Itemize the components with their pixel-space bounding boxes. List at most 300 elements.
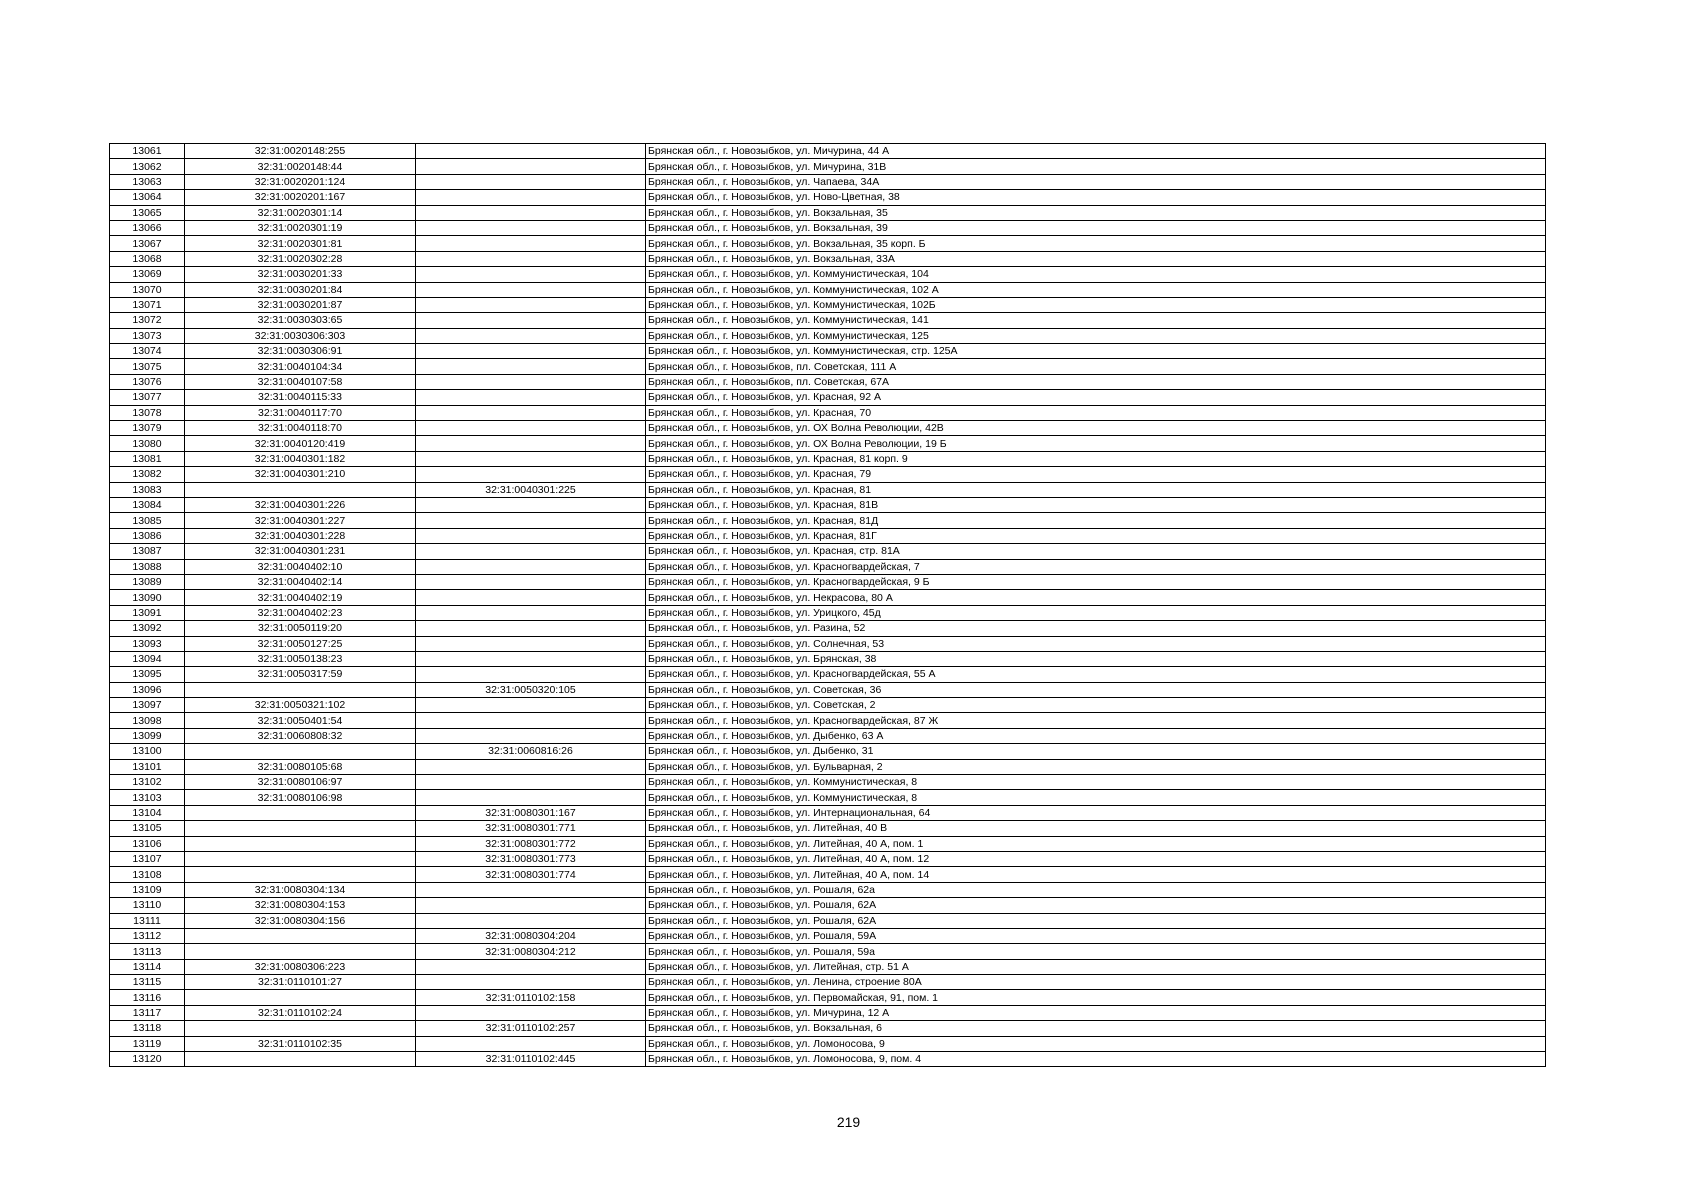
cadastral-number-cell: 32:31:0040301:210 xyxy=(185,467,416,482)
address-cell: Брянская обл., г. Новозыбков, ул. Красногвардейская, 87 Ж xyxy=(646,713,1546,728)
cadastral-number-cell: 32:31:0050401:54 xyxy=(185,713,416,728)
table-row xyxy=(110,590,1546,605)
row-number-cell: 13097 xyxy=(110,698,185,713)
cadastral-number-cell: 32:31:0080304:153 xyxy=(185,898,416,913)
address-cell: Брянская обл., г. Новозыбков, ул. Вокзальная, 35 корп. Б xyxy=(646,236,1546,251)
row-number-cell: 13103 xyxy=(110,790,185,805)
table-row xyxy=(110,220,1546,235)
cadastral-number-cell: 32:31:0030303:65 xyxy=(185,313,416,328)
row-number-cell: 13079 xyxy=(110,421,185,436)
table-row xyxy=(110,1005,1546,1020)
address-cell: Брянская обл., г. Новозыбков, ул. Дыбенко, 63 А xyxy=(646,728,1546,743)
row-number-cell: 13094 xyxy=(110,651,185,666)
row-number-cell: 13080 xyxy=(110,436,185,451)
row-number-cell: 13109 xyxy=(110,882,185,897)
address-cell: Брянская обл., г. Новозыбков, ул. Красная, 81Д xyxy=(646,513,1546,528)
address-cell: Брянская обл., г. Новозыбков, ул. Первомайская, 91, пом. 1 xyxy=(646,990,1546,1005)
table-row xyxy=(110,959,1546,974)
row-number-cell: 13067 xyxy=(110,236,185,251)
row-number-cell: 13106 xyxy=(110,836,185,851)
table-row xyxy=(110,698,1546,713)
address-cell: Брянская обл., г. Новозыбков, ул. Бульварная, 2 xyxy=(646,759,1546,774)
cadastral-number-alt-cell xyxy=(416,528,646,543)
row-number-cell: 13075 xyxy=(110,359,185,374)
cadastral-number-alt-cell xyxy=(416,251,646,266)
address-cell: Брянская обл., г. Новозыбков, ул. Мичурина, 12 А xyxy=(646,1005,1546,1020)
row-number-cell: 13100 xyxy=(110,744,185,759)
table-row xyxy=(110,390,1546,405)
table-row xyxy=(110,297,1546,312)
cadastral-number-cell xyxy=(185,944,416,959)
cadastral-number-cell xyxy=(185,990,416,1005)
cadastral-number-alt-cell xyxy=(416,513,646,528)
cadastral-number-cell xyxy=(185,867,416,882)
cadastral-number-cell: 32:31:0080304:156 xyxy=(185,913,416,928)
address-cell: Брянская обл., г. Новозыбков, ул. Коммунистическая, 104 xyxy=(646,267,1546,282)
cadastral-number-alt-cell: 32:31:0040301:225 xyxy=(416,482,646,497)
cadastral-number-cell: 32:31:0050317:59 xyxy=(185,667,416,682)
address-cell: Брянская обл., г. Новозыбков, ул. Коммунистическая, 102 А xyxy=(646,282,1546,297)
cadastral-number-cell: 32:31:0050127:25 xyxy=(185,636,416,651)
address-cell: Брянская обл., г. Новозыбков, ул. Рошаля, 62а xyxy=(646,882,1546,897)
row-number-cell: 13083 xyxy=(110,482,185,497)
table-row xyxy=(110,621,1546,636)
table-row xyxy=(110,328,1546,343)
table-row xyxy=(110,451,1546,466)
cadastral-number-cell: 32:31:0020301:19 xyxy=(185,220,416,235)
row-number-cell: 13099 xyxy=(110,728,185,743)
row-number-cell: 13120 xyxy=(110,1052,185,1067)
address-cell: Брянская обл., г. Новозыбков, ул. Литейная, 40 В xyxy=(646,821,1546,836)
address-cell: Брянская обл., г. Новозыбков, ул. ОХ Волна Революции, 19 Б xyxy=(646,436,1546,451)
address-cell: Брянская обл., г. Новозыбков, ул. Советская, 2 xyxy=(646,698,1546,713)
row-number-cell: 13061 xyxy=(110,144,185,159)
row-number-cell: 13068 xyxy=(110,251,185,266)
cadastral-number-cell: 32:31:0040301:231 xyxy=(185,544,416,559)
cadastral-number-alt-cell xyxy=(416,497,646,512)
table-row xyxy=(110,190,1546,205)
cadastral-number-alt-cell xyxy=(416,1005,646,1020)
address-cell: Брянская обл., г. Новозыбков, ул. Красная, 81 корп. 9 xyxy=(646,451,1546,466)
table-row xyxy=(110,482,1546,497)
cadastral-number-alt-cell xyxy=(416,205,646,220)
cadastral-number-cell: 32:31:0080106:98 xyxy=(185,790,416,805)
address-cell: Брянская обл., г. Новозыбков, ул. Красногвардейская, 9 Б xyxy=(646,574,1546,589)
cadastral-number-cell: 32:31:0110102:35 xyxy=(185,1036,416,1051)
cadastral-number-alt-cell xyxy=(416,913,646,928)
row-number-cell: 13116 xyxy=(110,990,185,1005)
cadastral-number-alt-cell xyxy=(416,898,646,913)
row-number-cell: 13091 xyxy=(110,605,185,620)
cadastral-number-alt-cell xyxy=(416,405,646,420)
cadastral-number-cell xyxy=(185,928,416,943)
cadastral-number-alt-cell xyxy=(416,574,646,589)
address-cell: Брянская обл., г. Новозыбков, ул. Красная, 92 А xyxy=(646,390,1546,405)
cadastral-number-alt-cell: 32:31:0110102:257 xyxy=(416,1021,646,1036)
cadastral-number-alt-cell xyxy=(416,975,646,990)
row-number-cell: 13078 xyxy=(110,405,185,420)
table-row xyxy=(110,605,1546,620)
address-cell: Брянская обл., г. Новозыбков, ул. Некрасова, 80 А xyxy=(646,590,1546,605)
table-row xyxy=(110,436,1546,451)
row-number-cell: 13069 xyxy=(110,267,185,282)
table-row xyxy=(110,713,1546,728)
address-cell: Брянская обл., г. Новозыбков, ул. Мичурина, 31В xyxy=(646,159,1546,174)
cadastral-number-cell xyxy=(185,836,416,851)
row-number-cell: 13086 xyxy=(110,528,185,543)
cadastral-number-cell: 32:31:0040402:23 xyxy=(185,605,416,620)
cadastral-number-cell: 32:31:0040301:226 xyxy=(185,497,416,512)
address-cell: Брянская обл., г. Новозыбков, ул. Советская, 36 xyxy=(646,682,1546,697)
row-number-cell: 13081 xyxy=(110,451,185,466)
address-cell: Брянская обл., г. Новозыбков, ул. Литейная, стр. 51 А xyxy=(646,959,1546,974)
table-row xyxy=(110,1052,1546,1067)
cadastral-number-alt-cell: 32:31:0060816:26 xyxy=(416,744,646,759)
table-row xyxy=(110,882,1546,897)
row-number-cell: 13096 xyxy=(110,682,185,697)
cadastral-number-alt-cell xyxy=(416,313,646,328)
row-number-cell: 13102 xyxy=(110,775,185,790)
address-cell: Брянская обл., г. Новозыбков, ул. Чапаева, 34А xyxy=(646,174,1546,189)
cadastral-number-alt-cell xyxy=(416,698,646,713)
cadastral-number-cell: 32:31:0050321:102 xyxy=(185,698,416,713)
cadastral-number-alt-cell xyxy=(416,421,646,436)
cadastral-number-alt-cell xyxy=(416,267,646,282)
row-number-cell: 13104 xyxy=(110,805,185,820)
table-row xyxy=(110,574,1546,589)
cadastral-number-cell: 32:31:0050119:20 xyxy=(185,621,416,636)
table-row xyxy=(110,636,1546,651)
table-row xyxy=(110,667,1546,682)
cadastral-number-alt-cell xyxy=(416,790,646,805)
cadastral-number-cell xyxy=(185,851,416,866)
address-cell: Брянская обл., г. Новозыбков, ул. Рошаля, 59а xyxy=(646,944,1546,959)
row-number-cell: 13092 xyxy=(110,621,185,636)
row-number-cell: 13095 xyxy=(110,667,185,682)
cadastral-number-alt-cell: 32:31:0110102:445 xyxy=(416,1052,646,1067)
address-cell: Брянская обл., г. Новозыбков, ул. ОХ Волна Революции, 42В xyxy=(646,421,1546,436)
cadastral-number-cell: 32:31:0040301:182 xyxy=(185,451,416,466)
row-number-cell: 13098 xyxy=(110,713,185,728)
table-row xyxy=(110,851,1546,866)
address-cell: Брянская обл., г. Новозыбков, ул. Красная, 81 xyxy=(646,482,1546,497)
cadastral-number-alt-cell xyxy=(416,297,646,312)
row-number-cell: 13074 xyxy=(110,344,185,359)
cadastral-number-alt-cell xyxy=(416,236,646,251)
row-number-cell: 13088 xyxy=(110,559,185,574)
row-number-cell: 13118 xyxy=(110,1021,185,1036)
row-number-cell: 13072 xyxy=(110,313,185,328)
table-row xyxy=(110,174,1546,189)
address-cell: Брянская обл., г. Новозыбков, ул. Рошаля, 62А xyxy=(646,913,1546,928)
row-number-cell: 13113 xyxy=(110,944,185,959)
address-cell: Брянская обл., г. Новозыбков, ул. Литейная, 40 А, пом. 12 xyxy=(646,851,1546,866)
page-number: 219 xyxy=(836,1114,861,1130)
address-cell: Брянская обл., г. Новозыбков, ул. Ленина, строение 80А xyxy=(646,975,1546,990)
table-row xyxy=(110,513,1546,528)
table-row xyxy=(110,344,1546,359)
cadastral-number-alt-cell: 32:31:0080304:212 xyxy=(416,944,646,959)
registry-table-body xyxy=(110,144,1546,1067)
cadastral-number-cell xyxy=(185,1021,416,1036)
row-number-cell: 13090 xyxy=(110,590,185,605)
cadastral-number-cell: 32:31:0020201:167 xyxy=(185,190,416,205)
cadastral-number-cell xyxy=(185,805,416,820)
table-row xyxy=(110,405,1546,420)
address-cell: Брянская обл., г. Новозыбков, ул. Литейная, 40 А, пом. 14 xyxy=(646,867,1546,882)
cadastral-number-alt-cell xyxy=(416,344,646,359)
registry-table xyxy=(109,143,1546,1067)
cadastral-number-cell: 32:31:0080105:68 xyxy=(185,759,416,774)
address-cell: Брянская обл., г. Новозыбков, ул. Красная, 70 xyxy=(646,405,1546,420)
row-number-cell: 13115 xyxy=(110,975,185,990)
address-cell: Брянская обл., г. Новозыбков, ул. Коммунистическая, стр. 125А xyxy=(646,344,1546,359)
cadastral-number-cell: 32:31:0040301:228 xyxy=(185,528,416,543)
table-row xyxy=(110,1021,1546,1036)
table-row xyxy=(110,975,1546,990)
address-cell: Брянская обл., г. Новозыбков, ул. Коммунистическая, 125 xyxy=(646,328,1546,343)
cadastral-number-alt-cell: 32:31:0080301:774 xyxy=(416,867,646,882)
row-number-cell: 13084 xyxy=(110,497,185,512)
table-row xyxy=(110,497,1546,512)
cadastral-number-alt-cell xyxy=(416,775,646,790)
address-cell: Брянская обл., г. Новозыбков, ул. Ново-Цветная, 38 xyxy=(646,190,1546,205)
cadastral-number-cell xyxy=(185,482,416,497)
cadastral-number-alt-cell: 32:31:0080301:773 xyxy=(416,851,646,866)
table-row xyxy=(110,236,1546,251)
cadastral-number-cell: 32:31:0020302:28 xyxy=(185,251,416,266)
cadastral-number-alt-cell xyxy=(416,959,646,974)
table-row xyxy=(110,790,1546,805)
row-number-cell: 13082 xyxy=(110,467,185,482)
cadastral-number-alt-cell xyxy=(416,144,646,159)
cadastral-number-cell: 32:31:0030306:303 xyxy=(185,328,416,343)
cadastral-number-cell: 32:31:0040402:14 xyxy=(185,574,416,589)
address-cell: Брянская обл., г. Новозыбков, ул. Ломоносова, 9, пом. 4 xyxy=(646,1052,1546,1067)
table-row xyxy=(110,867,1546,882)
address-cell: Брянская обл., г. Новозыбков, ул. Вокзальная, 39 xyxy=(646,220,1546,235)
cadastral-number-alt-cell xyxy=(416,1036,646,1051)
row-number-cell: 13105 xyxy=(110,821,185,836)
cadastral-number-alt-cell xyxy=(416,390,646,405)
cadastral-number-cell: 32:31:0020148:255 xyxy=(185,144,416,159)
cadastral-number-cell: 32:31:0080106:97 xyxy=(185,775,416,790)
address-cell: Брянская обл., г. Новозыбков, ул. Мичурина, 44 А xyxy=(646,144,1546,159)
cadastral-number-alt-cell xyxy=(416,374,646,389)
address-cell: Брянская обл., г. Новозыбков, ул. Красногвардейская, 7 xyxy=(646,559,1546,574)
cadastral-number-alt-cell xyxy=(416,559,646,574)
cadastral-number-alt-cell xyxy=(416,451,646,466)
cadastral-number-cell xyxy=(185,821,416,836)
cadastral-number-alt-cell xyxy=(416,436,646,451)
cadastral-number-alt-cell xyxy=(416,621,646,636)
cadastral-number-cell: 32:31:0060808:32 xyxy=(185,728,416,743)
cadastral-number-alt-cell xyxy=(416,667,646,682)
table-row xyxy=(110,898,1546,913)
table-row xyxy=(110,944,1546,959)
table-row xyxy=(110,313,1546,328)
address-cell: Брянская обл., г. Новозыбков, ул. Коммунистическая, 8 xyxy=(646,790,1546,805)
table-row xyxy=(110,251,1546,266)
address-cell: Брянская обл., г. Новозыбков, ул. Коммунистическая, 8 xyxy=(646,775,1546,790)
cadastral-number-alt-cell xyxy=(416,605,646,620)
cadastral-number-alt-cell xyxy=(416,359,646,374)
row-number-cell: 13087 xyxy=(110,544,185,559)
cadastral-number-cell: 32:31:0030201:33 xyxy=(185,267,416,282)
row-number-cell: 13111 xyxy=(110,913,185,928)
table-row xyxy=(110,267,1546,282)
address-cell: Брянская обл., г. Новозыбков, пл. Советская, 111 А xyxy=(646,359,1546,374)
cadastral-number-cell: 32:31:0040301:227 xyxy=(185,513,416,528)
table-row xyxy=(110,1036,1546,1051)
cadastral-number-alt-cell: 32:31:0080301:771 xyxy=(416,821,646,836)
cadastral-number-cell: 32:31:0040118:70 xyxy=(185,421,416,436)
address-cell: Брянская обл., г. Новозыбков, пл. Советская, 67А xyxy=(646,374,1546,389)
table-row xyxy=(110,528,1546,543)
cadastral-number-cell: 32:31:0040107:58 xyxy=(185,374,416,389)
row-number-cell: 13112 xyxy=(110,928,185,943)
address-cell: Брянская обл., г. Новозыбков, ул. Вокзальная, 33А xyxy=(646,251,1546,266)
table-row xyxy=(110,836,1546,851)
cadastral-number-alt-cell: 32:31:0080304:204 xyxy=(416,928,646,943)
address-cell: Брянская обл., г. Новозыбков, ул. Красногвардейская, 55 А xyxy=(646,667,1546,682)
cadastral-number-alt-cell: 32:31:0050320:105 xyxy=(416,682,646,697)
cadastral-number-cell: 32:31:0080306:223 xyxy=(185,959,416,974)
address-cell: Брянская обл., г. Новозыбков, ул. Урицкого, 45д xyxy=(646,605,1546,620)
address-cell: Брянская обл., г. Новозыбков, ул. Вокзальная, 35 xyxy=(646,205,1546,220)
cadastral-number-alt-cell: 32:31:0080301:772 xyxy=(416,836,646,851)
cadastral-number-cell: 32:31:0040402:19 xyxy=(185,590,416,605)
cadastral-number-cell xyxy=(185,744,416,759)
cadastral-number-alt-cell xyxy=(416,159,646,174)
row-number-cell: 13114 xyxy=(110,959,185,974)
cadastral-number-alt-cell xyxy=(416,651,646,666)
table-row xyxy=(110,744,1546,759)
row-number-cell: 13062 xyxy=(110,159,185,174)
cadastral-number-cell: 32:31:0030306:91 xyxy=(185,344,416,359)
cadastral-number-alt-cell xyxy=(416,174,646,189)
row-number-cell: 13064 xyxy=(110,190,185,205)
row-number-cell: 13063 xyxy=(110,174,185,189)
address-cell: Брянская обл., г. Новозыбков, ул. Брянская, 38 xyxy=(646,651,1546,666)
address-cell: Брянская обл., г. Новозыбков, ул. Ломоносова, 9 xyxy=(646,1036,1546,1051)
cadastral-number-alt-cell xyxy=(416,590,646,605)
cadastral-number-alt-cell xyxy=(416,882,646,897)
table-row xyxy=(110,759,1546,774)
cadastral-number-cell: 32:31:0040115:33 xyxy=(185,390,416,405)
row-number-cell: 13076 xyxy=(110,374,185,389)
cadastral-number-cell: 32:31:0020148:44 xyxy=(185,159,416,174)
address-cell: Брянская обл., г. Новозыбков, ул. Вокзальная, 6 xyxy=(646,1021,1546,1036)
address-cell: Брянская обл., г. Новозыбков, ул. Литейная, 40 А, пом. 1 xyxy=(646,836,1546,851)
table-row xyxy=(110,928,1546,943)
cadastral-number-alt-cell xyxy=(416,467,646,482)
cadastral-number-cell: 32:31:0040402:10 xyxy=(185,559,416,574)
table-row xyxy=(110,805,1546,820)
address-cell: Брянская обл., г. Новозыбков, ул. Интернациональная, 64 xyxy=(646,805,1546,820)
cadastral-number-cell: 32:31:0020301:81 xyxy=(185,236,416,251)
row-number-cell: 13071 xyxy=(110,297,185,312)
row-number-cell: 13066 xyxy=(110,220,185,235)
table-row xyxy=(110,374,1546,389)
cadastral-number-alt-cell xyxy=(416,220,646,235)
row-number-cell: 13119 xyxy=(110,1036,185,1051)
table-row xyxy=(110,467,1546,482)
address-cell: Брянская обл., г. Новозыбков, ул. Красная, 81В xyxy=(646,497,1546,512)
cadastral-number-alt-cell xyxy=(416,713,646,728)
row-number-cell: 13077 xyxy=(110,390,185,405)
cadastral-number-alt-cell xyxy=(416,282,646,297)
table-row xyxy=(110,821,1546,836)
table-row xyxy=(110,728,1546,743)
cadastral-number-cell: 32:31:0030201:84 xyxy=(185,282,416,297)
row-number-cell: 13108 xyxy=(110,867,185,882)
cadastral-number-alt-cell xyxy=(416,759,646,774)
cadastral-number-alt-cell xyxy=(416,544,646,559)
cadastral-number-cell: 32:31:0110102:24 xyxy=(185,1005,416,1020)
address-cell: Брянская обл., г. Новозыбков, ул. Красная, стр. 81А xyxy=(646,544,1546,559)
cadastral-number-cell: 32:31:0030201:87 xyxy=(185,297,416,312)
address-cell: Брянская обл., г. Новозыбков, ул. Коммунистическая, 141 xyxy=(646,313,1546,328)
cadastral-number-cell: 32:31:0040104:34 xyxy=(185,359,416,374)
row-number-cell: 13085 xyxy=(110,513,185,528)
cadastral-number-cell: 32:31:0040120:419 xyxy=(185,436,416,451)
row-number-cell: 13065 xyxy=(110,205,185,220)
table-row xyxy=(110,913,1546,928)
row-number-cell: 13101 xyxy=(110,759,185,774)
address-cell: Брянская обл., г. Новозыбков, ул. Разина, 52 xyxy=(646,621,1546,636)
table-row xyxy=(110,775,1546,790)
address-cell: Брянская обл., г. Новозыбков, ул. Рошаля, 62А xyxy=(646,898,1546,913)
table-row xyxy=(110,651,1546,666)
cadastral-number-alt-cell xyxy=(416,328,646,343)
row-number-cell: 13110 xyxy=(110,898,185,913)
cadastral-number-alt-cell xyxy=(416,636,646,651)
address-cell: Брянская обл., г. Новозыбков, ул. Красная, 81Г xyxy=(646,528,1546,543)
table-row xyxy=(110,144,1546,159)
cadastral-number-alt-cell: 32:31:0080301:167 xyxy=(416,805,646,820)
address-cell: Брянская обл., г. Новозыбков, ул. Дыбенко, 31 xyxy=(646,744,1546,759)
table-row xyxy=(110,282,1546,297)
cadastral-number-alt-cell: 32:31:0110102:158 xyxy=(416,990,646,1005)
table-row xyxy=(110,159,1546,174)
table-row xyxy=(110,990,1546,1005)
cadastral-number-cell xyxy=(185,1052,416,1067)
cadastral-number-cell: 32:31:0050138:23 xyxy=(185,651,416,666)
cadastral-number-cell: 32:31:0080304:134 xyxy=(185,882,416,897)
table-row xyxy=(110,544,1546,559)
table-row xyxy=(110,559,1546,574)
cadastral-number-cell: 32:31:0110101:27 xyxy=(185,975,416,990)
row-number-cell: 13073 xyxy=(110,328,185,343)
table-row xyxy=(110,359,1546,374)
address-cell: Брянская обл., г. Новозыбков, ул. Красная, 79 xyxy=(646,467,1546,482)
address-cell: Брянская обл., г. Новозыбков, ул. Солнечная, 53 xyxy=(646,636,1546,651)
table-row xyxy=(110,682,1546,697)
row-number-cell: 13070 xyxy=(110,282,185,297)
cadastral-number-cell: 32:31:0020301:14 xyxy=(185,205,416,220)
cadastral-number-alt-cell xyxy=(416,728,646,743)
row-number-cell: 13107 xyxy=(110,851,185,866)
table-row xyxy=(110,421,1546,436)
address-cell: Брянская обл., г. Новозыбков, ул. Коммунистическая, 102Б xyxy=(646,297,1546,312)
cadastral-number-alt-cell xyxy=(416,190,646,205)
row-number-cell: 13117 xyxy=(110,1005,185,1020)
cadastral-number-cell: 32:31:0020201:124 xyxy=(185,174,416,189)
cadastral-number-cell: 32:31:0040117:70 xyxy=(185,405,416,420)
row-number-cell: 13089 xyxy=(110,574,185,589)
cadastral-number-cell xyxy=(185,682,416,697)
